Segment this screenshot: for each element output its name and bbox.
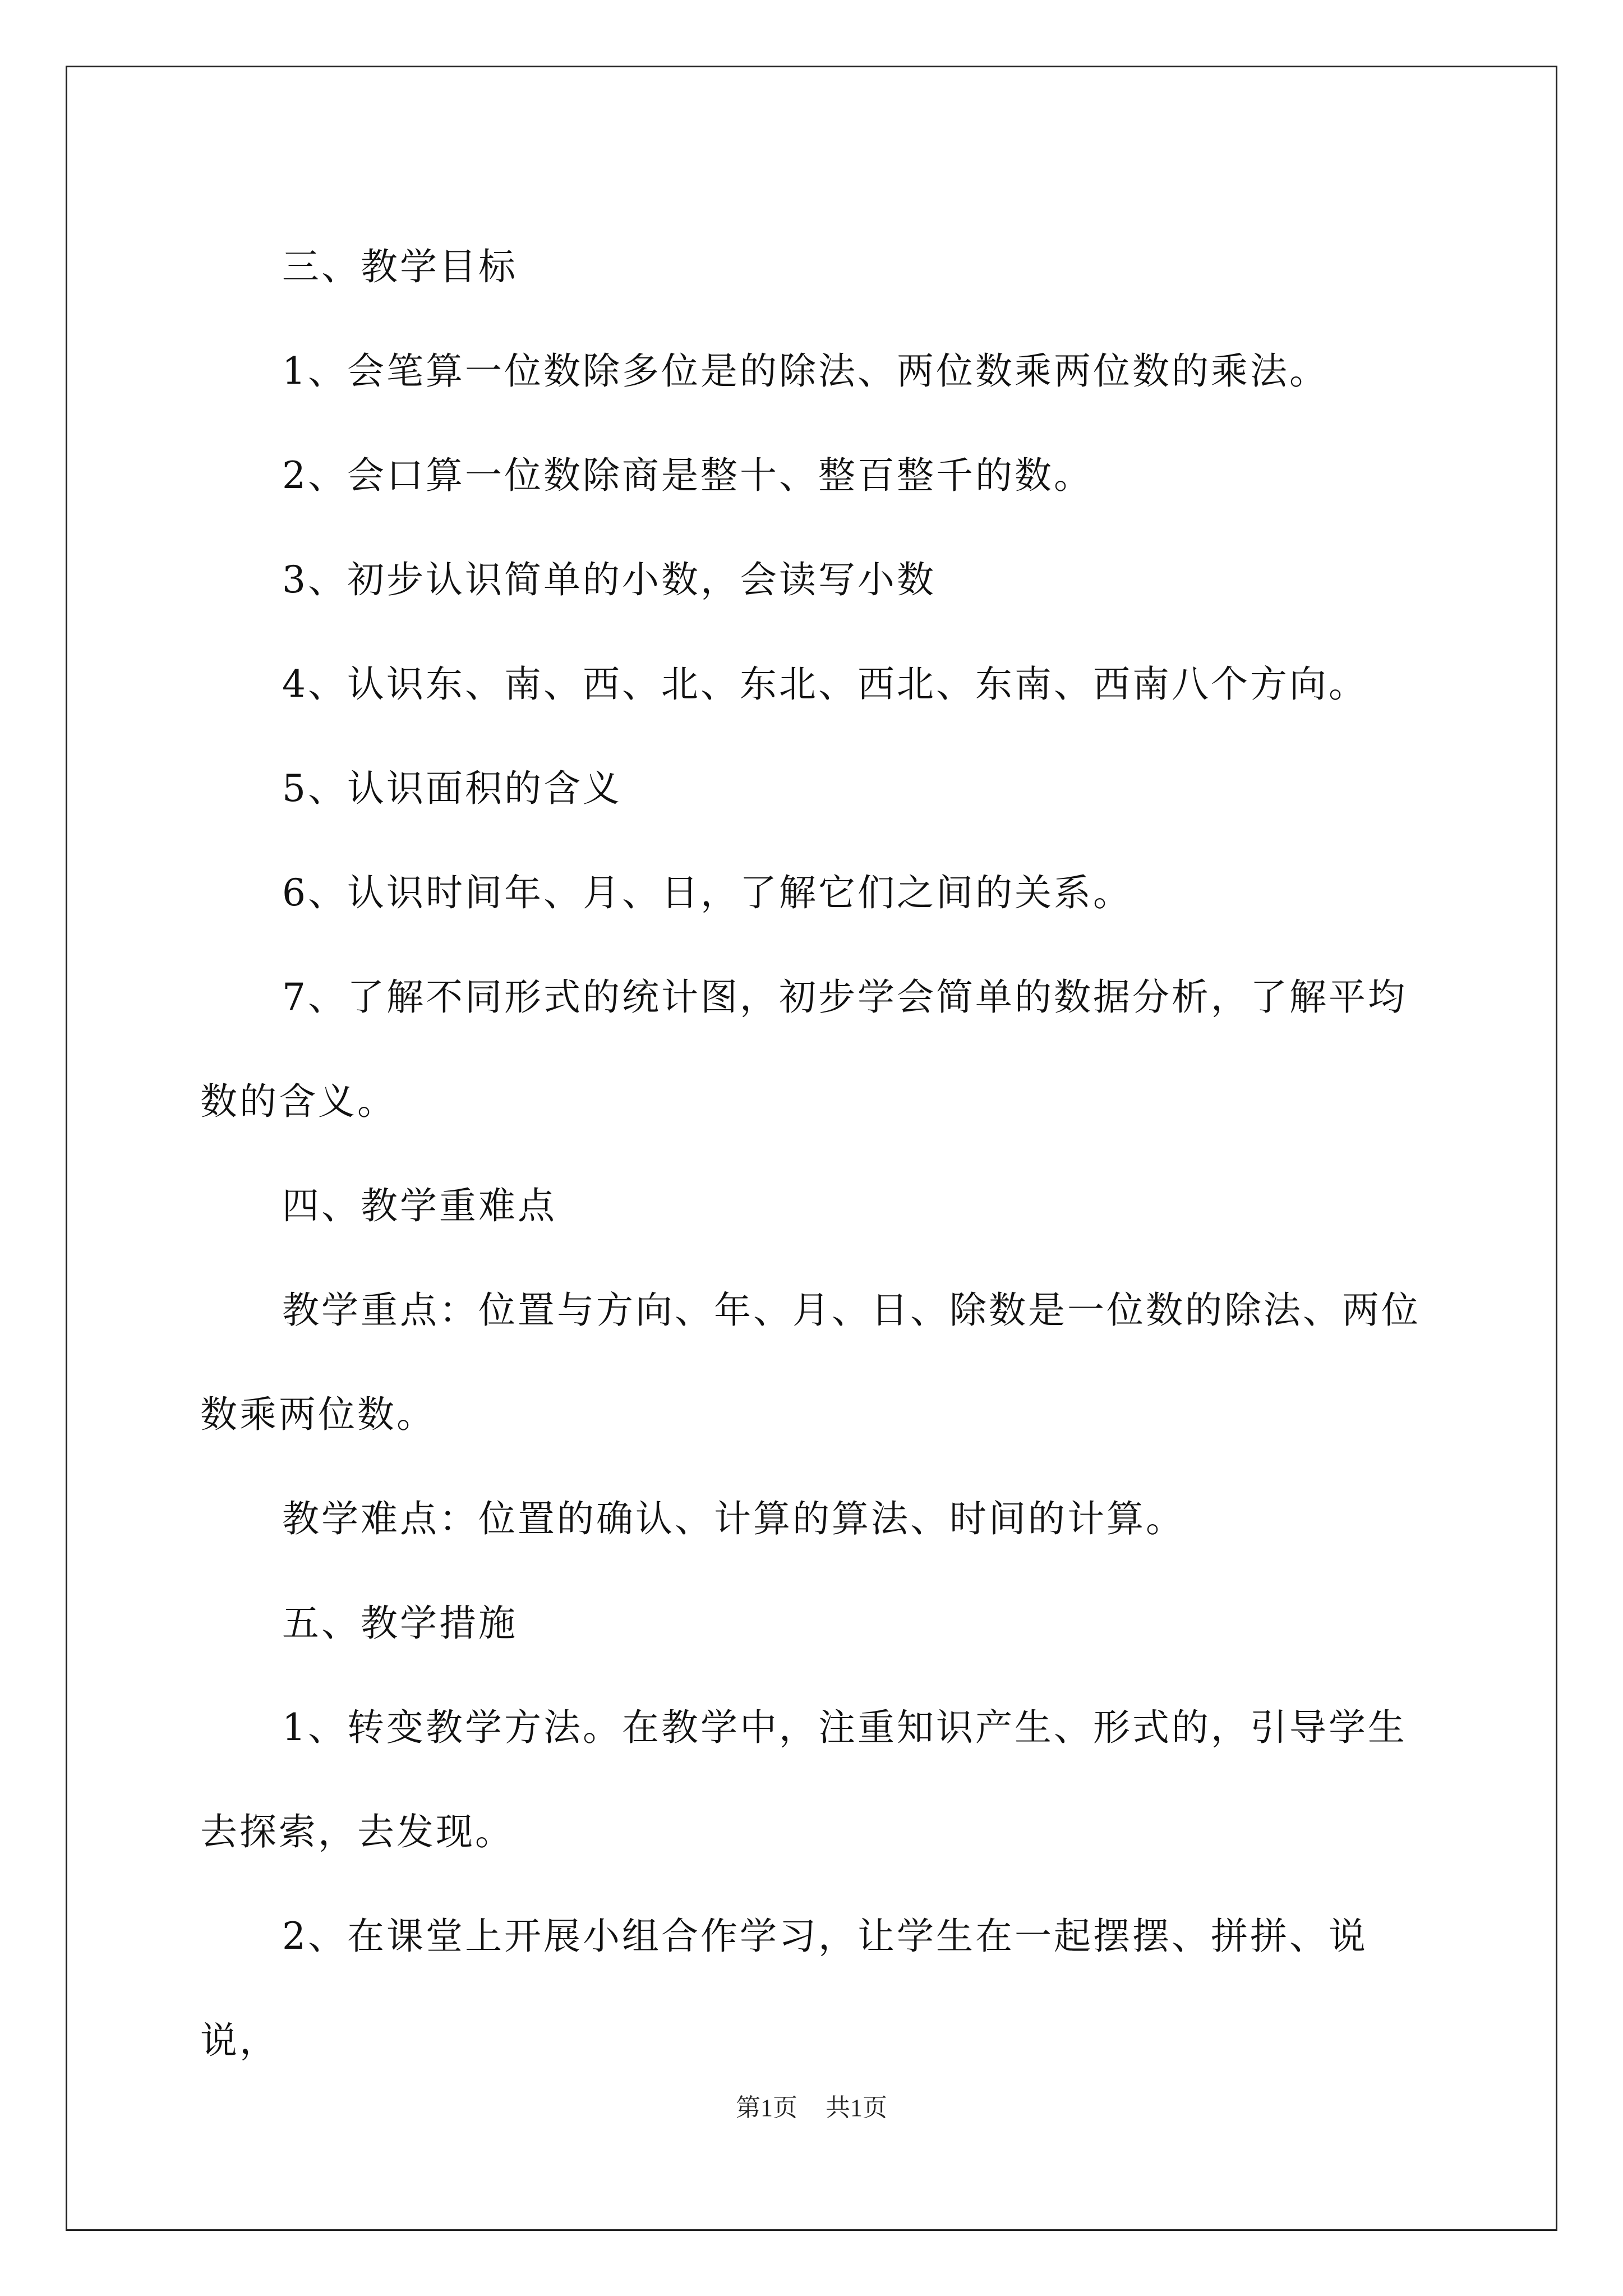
- measure-item-2: 2、在课堂上开展小组合作学习，让学生在一起摆摆、拼拼、说说，: [200, 1915, 1368, 2062]
- difficult-points-paragraph: 教学难点：位置的确认、计算的算法、时间的计算。: [282, 1497, 1185, 1540]
- heading-teaching-goals: 三、教学目标: [282, 245, 518, 288]
- goal-item-4: 4、认识东、南、西、北、东北、西北、东南、西南八个方向。: [282, 662, 1368, 706]
- goal-item-5: 5、认识面积的含义: [282, 767, 622, 810]
- key-points-paragraph: 教学重点：位置与方向、年、月、日、除数是一位数的除法、两位数乘两位数。: [200, 1289, 1421, 1436]
- document-body: [200, 215, 1428, 2093]
- goal-item-1: 1、会笔算一位数除多位是的除法、两位数乘两位数的乘法。: [282, 349, 1329, 393]
- heading-teaching-measures: 五、教学措施: [282, 1602, 518, 1645]
- goal-item-3: 3、初步认识简单的小数，会读写小数: [282, 558, 936, 601]
- page-footer: [0, 2091, 1623, 2125]
- page-number-total: 共1页: [826, 2094, 887, 2122]
- goal-item-2: 2、会口算一位数除商是整十、整百整千的数。: [282, 454, 1093, 497]
- page-number-current: 第1页: [736, 2094, 797, 2122]
- goal-item-6: 6、认识时间年、月、日，了解它们之间的关系。: [282, 871, 1132, 914]
- heading-key-difficult-points: 四、教学重难点: [282, 1184, 557, 1227]
- goal-item-7: 7、了解不同形式的统计图，初步学会简单的数据分析，了解平均数的含义。: [200, 976, 1407, 1123]
- measure-item-1: 1、转变教学方法。在教学中，注重知识产生、形式的，引导学生去探索，去发现。: [200, 1706, 1407, 1853]
